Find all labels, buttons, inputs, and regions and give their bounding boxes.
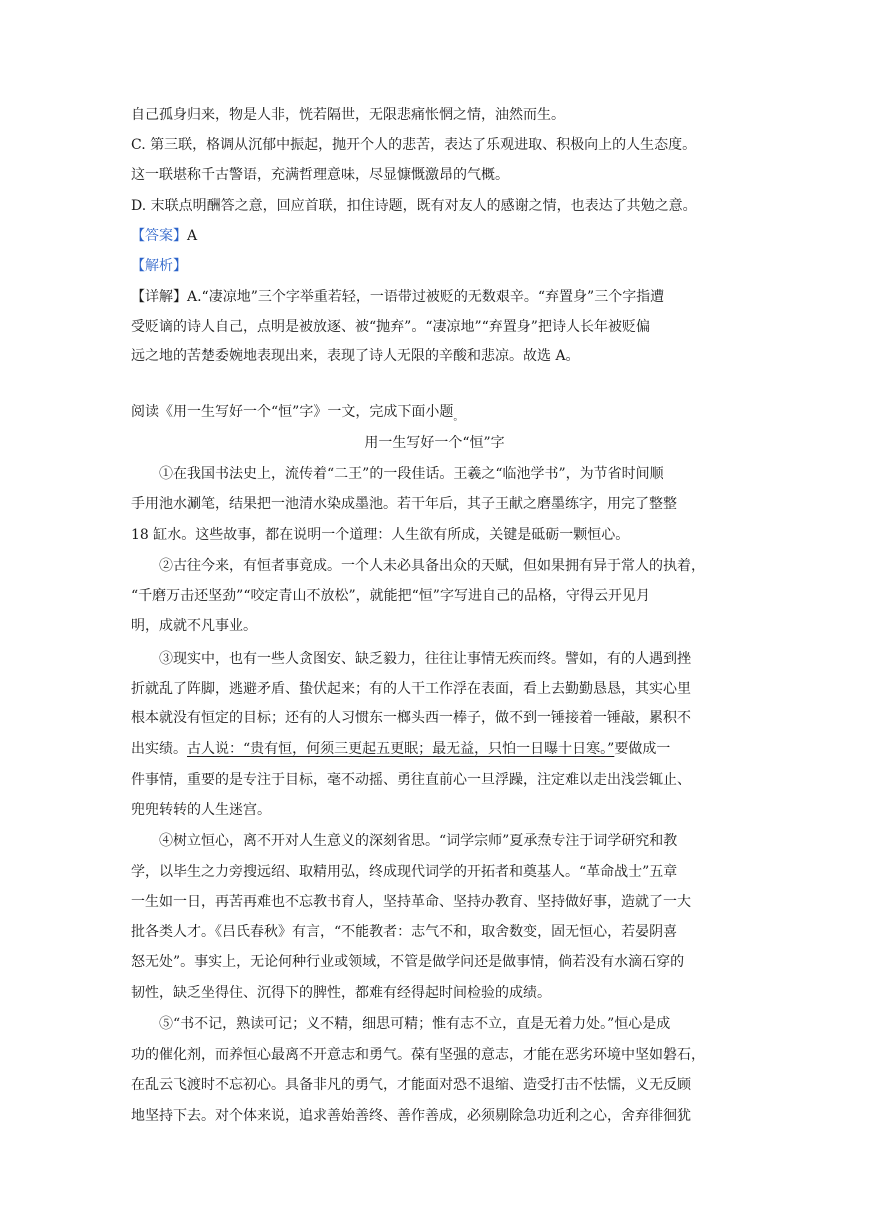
- underlined-quote: 古人说：“贵有恒，何须三更起五更眠；最无益，只怕一日曝十日寒。”: [187, 741, 615, 757]
- paragraph-line: 出实绩。古人说：“贵有恒，何须三更起五更眠；最无益，只怕一日曝十日寒。”要做成一: [131, 741, 671, 757]
- paragraph-line: 兜兜转转的人生迷宫。: [131, 802, 271, 818]
- option-c-line: 这一联堪称千古警语，充满哲理意味，尽显慷慨激昂的气概。: [131, 167, 509, 183]
- analysis-line: 受贬谪的诗人自己，点明是被放逐、被“抛弃”。“凄凉地”“弃置身”把诗人长年被贬偏: [131, 319, 650, 335]
- paragraph-line: 手用池水涮笔，结果把一池清水染成墨池。若干年后，其子王献之磨墨练字，用完了整整: [131, 496, 677, 512]
- paragraph-line: 怒无处”。事实上，无论何种行业或领域，不管是做学问还是做事情，倘若没有水滴石穿的: [131, 954, 685, 970]
- article-title: 用一生写好一个“恒”字: [364, 435, 505, 451]
- analysis-line: 远之地的苦楚委婉地表现出来，表现了诗人无限的辛酸和悲凉。故选 A。: [131, 348, 580, 364]
- paragraph-line: 件事情，重要的是专注于目标，毫不动摇、勇往直前心一旦浮躁，注定难以走出浅尝辄止、: [131, 772, 691, 788]
- paragraph-line: 在乱云飞渡时不忘初心。具备非凡的勇气，才能面对恐不退缩、造受打击不怯懦，义无反顾: [131, 1077, 691, 1093]
- answer-tag: 【答案】: [131, 228, 187, 244]
- paragraph-line: 18 缸水。这些故事，都在说明一个道理：人生欲有所成，关键是砥砺一颗恒心。: [131, 527, 630, 543]
- paragraph-line: 明，成就不凡事业。: [131, 618, 257, 634]
- option-d-line: D. 末联点明酬答之意，回应首联，扣住诗题，既有对友人的感谢之情，也表达了共勉之意。: [131, 198, 697, 214]
- paragraph-line: 韧性，缺乏坐得住、沉得下的脾性，都难有经得起时间检验的成绩。: [131, 985, 551, 1001]
- paragraph-line: 根本就没有恒定的目标；还有的人习惯东一榔头西一棒子，做不到一锤接着一锤敲，累积不: [131, 710, 691, 726]
- paragraph-line: 批各类人才。《吕氏春秋》有言，“不能教者：志气不和，取舍数变，固无恒心，若晏阴喜: [131, 924, 678, 940]
- paragraph-line: 一生如一日，再苦再难也不忘教书育人，坚持革命、坚持办教育、坚持做好事，造就了一大: [131, 894, 691, 910]
- paragraph-line: ②古往今来，有恒者事竟成。一个人未必具备出众的天赋，但如果拥有异于常人的执着，: [159, 558, 705, 574]
- answer-line: [131, 226, 197, 246]
- paragraph-line: ④树立恒心，离不开对人生意义的深刻省思。“词学宗师”夏承焘专注于词学研究和教: [159, 833, 678, 849]
- reading-intro: 阅读《用一生写好一个“恒”字》一文，完成下面小题$_。$: [131, 404, 464, 423]
- analysis-tag: 【解析】: [131, 258, 187, 274]
- option-c-line: C. 第三联，格调从沉郁中振起，抛开个人的悲苦，表达了乐观进取、积极向上的人生态度。: [131, 137, 697, 153]
- paragraph-line: “千磨万击还坚劲”“咬定青山不放松”，就能把“恒”字写进自己的品格，守得云开见月: [131, 588, 650, 604]
- paragraph-line: ③现实中，也有一些人贪图安、缺乏毅力，往往让事情无疾而终。譬如，有的人遇到挫: [159, 651, 691, 667]
- paragraph-line: 学，以毕生之力旁搜远绍、取精用弘，终成现代词学的开拓者和奠基人。“革命战士”五章: [131, 864, 678, 880]
- answer-value: A: [187, 228, 198, 244]
- analysis-line: 【详解】A.“凄凉地”三个字举重若轻，一语带过被贬的无数艰辛。“弃置身”三个字指遭: [131, 289, 665, 305]
- paragraph-line: 功的催化剂，而养恒心最离不开意志和勇气。葆有坚强的意志，才能在恶劣环境中坚如磐石，: [131, 1047, 705, 1063]
- paragraph-line: 地坚持下去。对个体来说，追求善始善终、善作善成，必须剔除急功近利之心，舍弃徘徊犹: [131, 1108, 691, 1124]
- paragraph-line: 折就乱了阵脚，逃避矛盾、蛰伏起来；有的人干工作浮在表面，看上去勤勤恳恳，其实心里: [131, 681, 691, 697]
- option-b-continuation: 自己孤身归来，物是人非，恍若隔世，无限悲痛怅惘之情，油然而生。: [131, 107, 565, 123]
- paragraph-line: ①在我国书法史上，流传着“二王”的一段佳话。王羲之“临池学书”，为节省时间顺: [159, 466, 664, 482]
- paragraph-line: ⑤“书不记，熟读可记；义不精，细思可精；惟有志不立，直是无着力处。”恒心是成: [159, 1016, 671, 1032]
